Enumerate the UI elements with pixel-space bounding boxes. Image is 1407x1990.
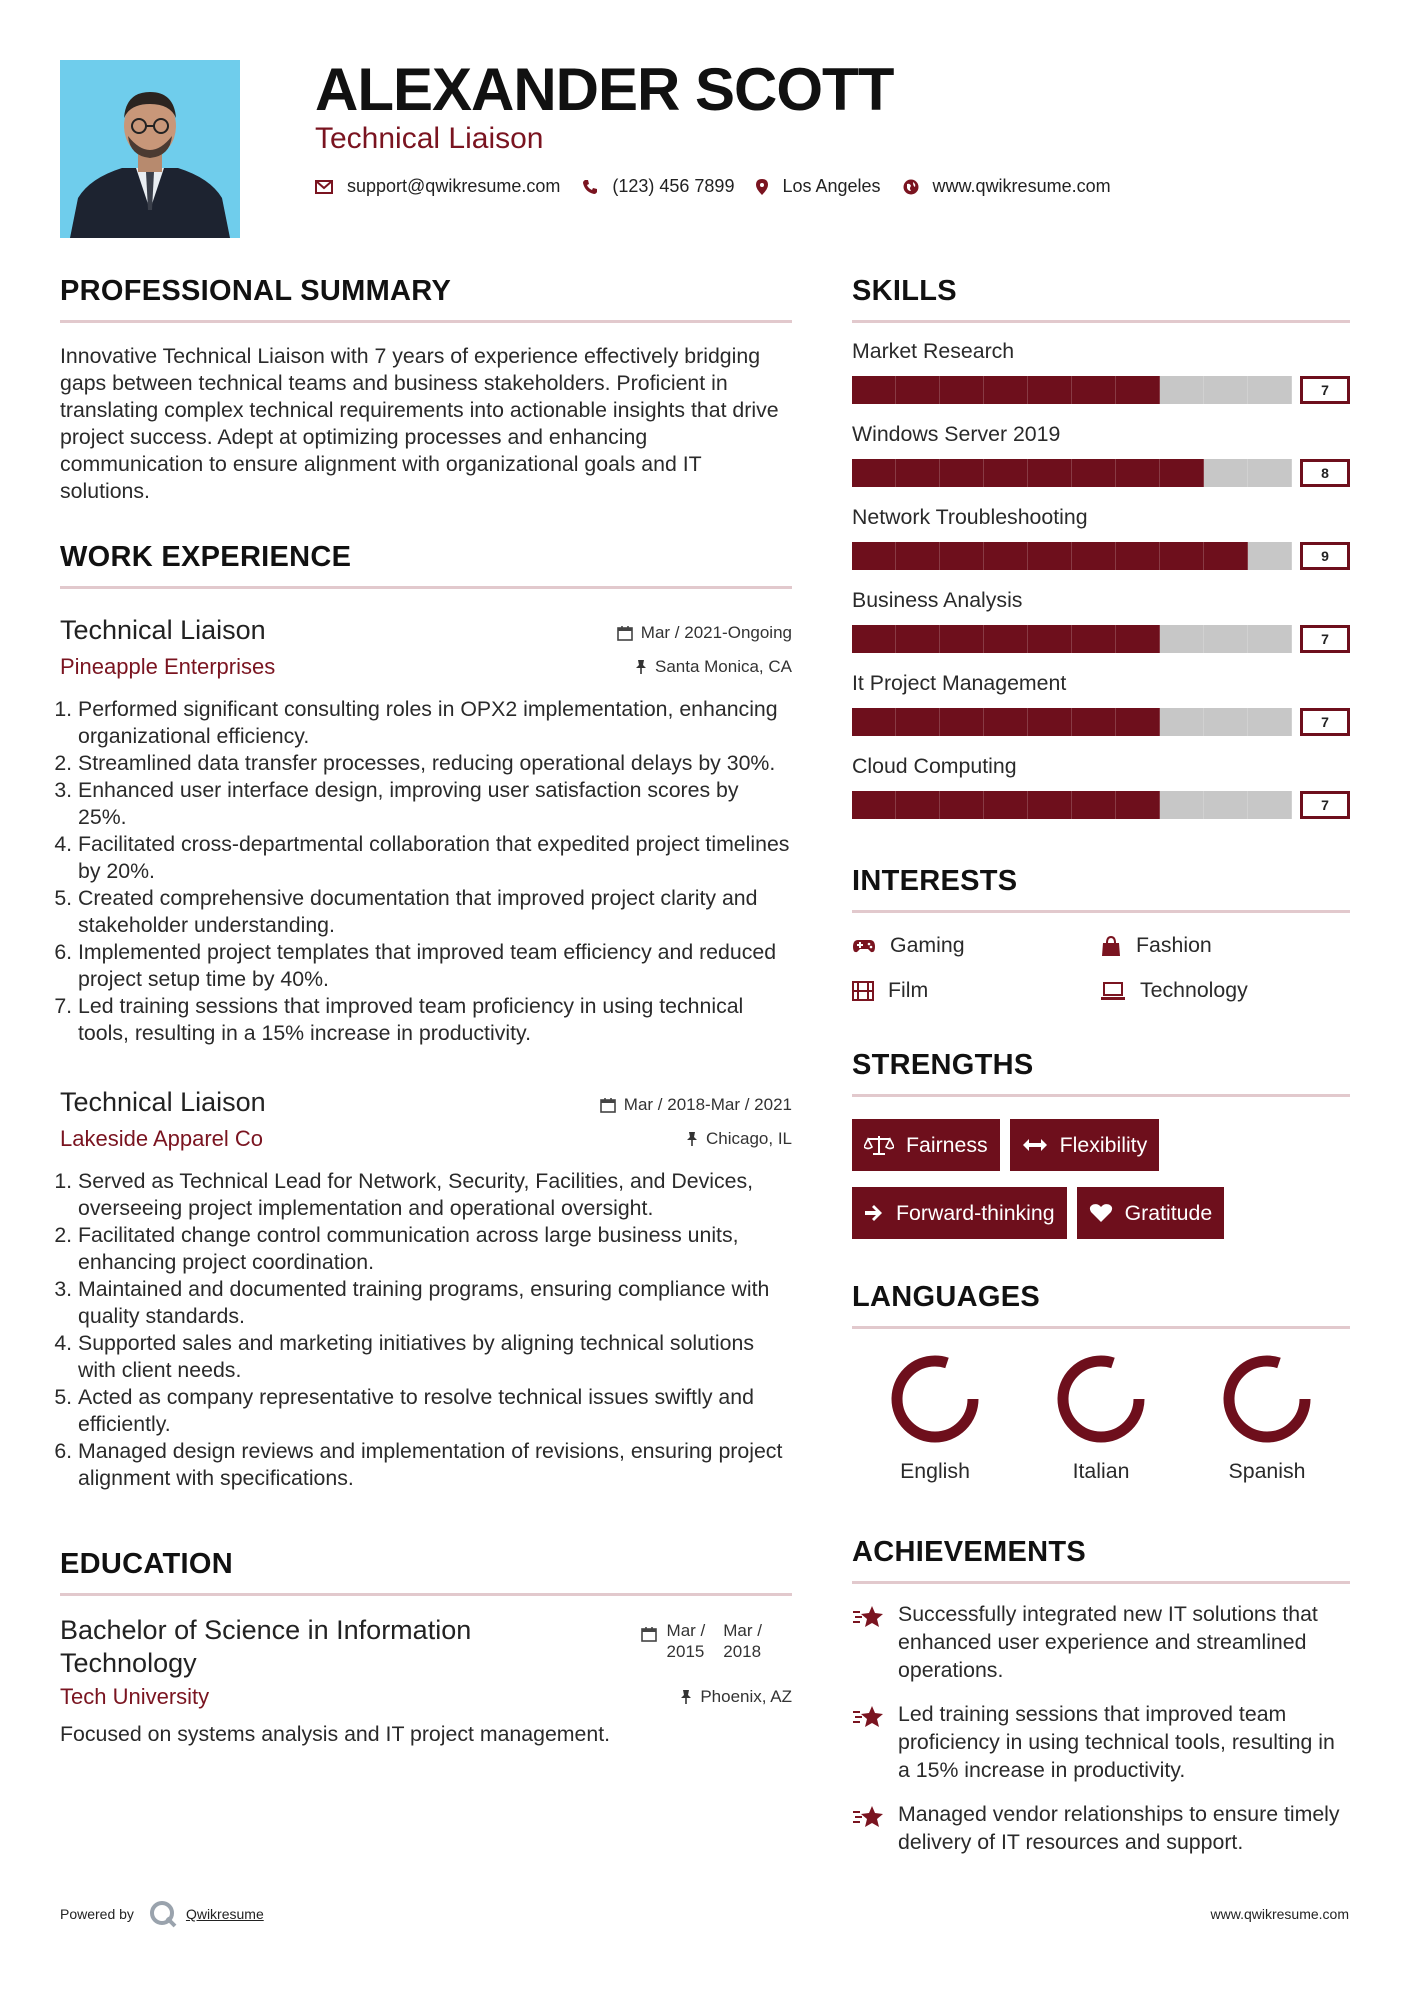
job-title: Technical Liaison bbox=[60, 615, 266, 645]
job-company: Lakeside Apparel Co bbox=[60, 1126, 264, 1151]
strength-label: Fairness bbox=[906, 1132, 988, 1157]
phone-icon bbox=[582, 179, 598, 195]
contact-email[interactable] bbox=[315, 176, 560, 197]
section-divider bbox=[60, 586, 792, 589]
achievement-text: Managed vendor relationships to ensure timely delivery of IT resources and support. bbox=[898, 1802, 1340, 1854]
strength-label: Forward-thinking bbox=[896, 1200, 1055, 1225]
interest-item bbox=[1100, 933, 1348, 958]
education-end-year: 2018 bbox=[723, 1642, 762, 1661]
skill-bar bbox=[852, 376, 1350, 404]
skill-item bbox=[852, 754, 1350, 819]
language-level-arc bbox=[897, 1361, 973, 1437]
experience-section bbox=[60, 541, 792, 1492]
job-location-text: Chicago, IL bbox=[706, 1129, 792, 1148]
skills-section bbox=[852, 275, 1350, 819]
language-ring bbox=[1055, 1353, 1147, 1445]
skill-track bbox=[852, 376, 1292, 404]
section-divider bbox=[852, 1094, 1350, 1097]
skills-list bbox=[852, 339, 1350, 819]
contact-bar bbox=[315, 176, 1133, 197]
achievement-text: Successfully integrated new IT solutions that enhanced user experience and streamlined operations. bbox=[898, 1602, 1318, 1682]
achievement-item bbox=[852, 1700, 1350, 1784]
job-entry bbox=[60, 615, 792, 1047]
language-name: English bbox=[900, 1459, 970, 1483]
job-location-text: Santa Monica, CA bbox=[654, 657, 792, 676]
language-level-arc bbox=[1229, 1361, 1305, 1437]
summary-text: Innovative Technical Liaison with 7 years of experience effectively bridging gaps between technical teams and business stakeholders. Proficient in translating complex technical requirements into actionable insights that drive project success. Adept at optimizing processes and enhancing communication to ensure alignment with organizational goals and IT solutions. bbox=[60, 344, 779, 503]
job-location bbox=[635, 657, 792, 677]
right-column bbox=[852, 275, 1350, 1856]
skill-name: Windows Server 2019 bbox=[852, 422, 1061, 446]
school-name: Tech University bbox=[60, 1684, 210, 1709]
education-location-text: Phoenix, AZ bbox=[700, 1687, 792, 1706]
language-item bbox=[1184, 1353, 1350, 1484]
section-title: INTERESTS bbox=[852, 865, 1018, 897]
skill-item bbox=[852, 671, 1350, 736]
laptop-icon bbox=[1100, 981, 1126, 1001]
list-item: 2. Facilitated change control communication across large business units, enhancing project coordination. bbox=[78, 1222, 792, 1276]
skill-item bbox=[852, 339, 1350, 404]
degree-title: Bachelor of Science in Information Technology bbox=[60, 1615, 472, 1678]
job-company: Pineapple Enterprises bbox=[60, 654, 276, 679]
pushpin-icon bbox=[686, 1131, 698, 1147]
list-item: 3. Enhanced user interface design, improving user satisfaction scores by 25%. bbox=[78, 777, 792, 831]
strength-tag bbox=[852, 1187, 1067, 1239]
left-column bbox=[60, 275, 792, 1747]
achievements-list bbox=[852, 1600, 1350, 1856]
candidate-role: Technical Liaison bbox=[315, 122, 544, 155]
list-item: 3. Maintained and documented training programs, ensuring compliance with quality standards. bbox=[78, 1276, 792, 1330]
skill-level-badge: 7 bbox=[1300, 791, 1350, 819]
language-level-arc bbox=[1063, 1361, 1139, 1437]
footer-site[interactable]: www.qwikresume.com bbox=[1210, 1906, 1349, 1922]
strength-tag bbox=[1077, 1187, 1225, 1239]
achievement-item bbox=[852, 1800, 1350, 1856]
star-icon bbox=[852, 1804, 886, 1830]
balance-scale-icon bbox=[864, 1134, 894, 1156]
shopping-bag-icon bbox=[1100, 935, 1122, 957]
summary-section bbox=[60, 275, 792, 505]
achievements-section bbox=[852, 1536, 1350, 1856]
skill-bar bbox=[852, 625, 1350, 653]
profile-photo bbox=[60, 60, 240, 238]
list-item: 5. Acted as company representative to resolve technical issues swiftly and efficiently. bbox=[78, 1384, 792, 1438]
qwikresume-logo-icon bbox=[148, 1900, 178, 1928]
job-dates bbox=[617, 623, 792, 643]
skill-name: Cloud Computing bbox=[852, 754, 1017, 778]
section-title: ACHIEVEMENTS bbox=[852, 1536, 1087, 1568]
section-divider bbox=[60, 1593, 792, 1596]
job-bullets bbox=[60, 696, 792, 1047]
list-item: 4. Facilitated cross-departmental collaboration that expedited project timelines by 20%. bbox=[78, 831, 792, 885]
achievement-item bbox=[852, 1600, 1350, 1684]
phone-text: (123) 456 7899 bbox=[612, 176, 735, 196]
skill-track bbox=[852, 625, 1292, 653]
contact-phone[interactable] bbox=[582, 176, 734, 197]
language-item bbox=[1018, 1353, 1184, 1484]
language-name: Italian bbox=[1072, 1459, 1130, 1483]
brand-link[interactable]: Qwikresume bbox=[185, 1906, 264, 1922]
interest-item bbox=[852, 933, 1100, 958]
section-title: EDUCATION bbox=[60, 1548, 233, 1580]
pushpin-icon bbox=[635, 659, 647, 675]
skill-name: Market Research bbox=[852, 339, 1015, 363]
skill-track bbox=[852, 708, 1292, 736]
skill-level-badge: 8 bbox=[1300, 459, 1350, 487]
section-divider bbox=[60, 320, 792, 323]
arrows-horizontal-icon bbox=[1022, 1138, 1048, 1152]
star-icon bbox=[852, 1604, 886, 1630]
languages-section bbox=[852, 1281, 1350, 1484]
interest-label: Technology bbox=[1140, 978, 1248, 1002]
section-divider bbox=[852, 320, 1350, 323]
interest-label: Gaming bbox=[890, 933, 965, 957]
section-title: PROFESSIONAL SUMMARY bbox=[60, 275, 452, 307]
skill-level-badge: 7 bbox=[1300, 708, 1350, 736]
pushpin-icon bbox=[680, 1689, 692, 1705]
star-icon bbox=[852, 1704, 886, 1730]
strengths-tags bbox=[852, 1119, 1350, 1255]
language-ring bbox=[1221, 1353, 1313, 1445]
strength-label: Gratitude bbox=[1124, 1200, 1213, 1225]
skill-name: Network Troubleshooting bbox=[852, 505, 1088, 529]
list-item: 2. Streamlined data transfer processes, reducing operational delays by 30%. bbox=[78, 750, 792, 777]
language-ring bbox=[889, 1353, 981, 1445]
arrow-right-icon bbox=[864, 1204, 884, 1222]
skill-name: Business Analysis bbox=[852, 588, 1023, 612]
education-start-year: 2015 bbox=[666, 1642, 705, 1661]
skill-item bbox=[852, 588, 1350, 653]
list-item: 1. Served as Technical Lead for Network, Security, Facilities, and Devices, overseeing project implementation and operational oversight. bbox=[78, 1168, 792, 1222]
skill-track bbox=[852, 791, 1292, 819]
education-dates bbox=[641, 1620, 762, 1662]
list-item: 4. Supported sales and marketing initiatives by aligning technical solutions with client needs. bbox=[78, 1330, 792, 1384]
skill-bar bbox=[852, 459, 1350, 487]
job-title: Technical Liaison bbox=[60, 1087, 266, 1117]
interest-item bbox=[852, 978, 1100, 1003]
skill-level-badge: 7 bbox=[1300, 625, 1350, 653]
gamepad-icon bbox=[852, 938, 876, 954]
section-title: LANGUAGES bbox=[852, 1281, 1040, 1313]
skill-level-badge: 7 bbox=[1300, 376, 1350, 404]
education-section bbox=[60, 1548, 792, 1747]
skill-track bbox=[852, 459, 1292, 487]
education-start-month: Mar / bbox=[666, 1621, 706, 1640]
section-divider bbox=[852, 1326, 1350, 1329]
calendar-icon bbox=[600, 1097, 616, 1113]
calendar-icon bbox=[641, 1626, 657, 1642]
job-dates bbox=[600, 1095, 792, 1115]
skill-bar bbox=[852, 791, 1350, 819]
list-item: 6. Managed design reviews and implementation of revisions, ensuring project alignment with specifications. bbox=[78, 1438, 792, 1492]
skill-bar bbox=[852, 542, 1350, 570]
section-divider bbox=[852, 910, 1350, 913]
achievement-text: Led training sessions that improved team proficiency in using technical tools, resulting in a 15% increase in productivity. bbox=[898, 1702, 1335, 1782]
education-location bbox=[680, 1687, 792, 1707]
job-entry bbox=[60, 1087, 792, 1492]
map-pin-icon bbox=[756, 179, 768, 195]
globe-icon bbox=[903, 179, 919, 195]
footer-powered-by bbox=[60, 1900, 264, 1928]
interests-grid bbox=[852, 933, 1350, 1003]
education-start bbox=[667, 1620, 706, 1662]
interest-label: Film bbox=[888, 978, 929, 1002]
skill-track bbox=[852, 542, 1292, 570]
strength-label: Flexibility bbox=[1059, 1132, 1148, 1157]
list-item: 6. Implemented project templates that improved team efficiency and reduced project setup time by 40%. bbox=[78, 939, 792, 993]
strengths-section bbox=[852, 1049, 1350, 1255]
powered-by-label: Powered by bbox=[60, 1906, 134, 1922]
skill-name: It Project Management bbox=[852, 671, 1067, 695]
job-location bbox=[686, 1129, 792, 1149]
skill-level-badge: 9 bbox=[1300, 542, 1350, 570]
languages-list bbox=[852, 1353, 1350, 1484]
section-title: STRENGTHS bbox=[852, 1049, 1034, 1081]
section-divider bbox=[852, 1581, 1350, 1584]
skill-item bbox=[852, 505, 1350, 570]
education-end bbox=[723, 1620, 762, 1662]
job-bullets bbox=[60, 1168, 792, 1492]
education-end-month: Mar / bbox=[723, 1621, 762, 1640]
interest-item bbox=[1100, 978, 1348, 1003]
contact-location bbox=[756, 176, 880, 197]
heart-icon bbox=[1089, 1203, 1113, 1223]
education-description: Focused on systems analysis and IT project management. bbox=[60, 1722, 611, 1746]
list-item: 5. Created comprehensive documentation that improved project clarity and stakeholder understanding. bbox=[78, 885, 792, 939]
section-title: SKILLS bbox=[852, 275, 957, 307]
email-text: support@qwikresume.com bbox=[347, 176, 561, 196]
contact-website[interactable] bbox=[903, 176, 1111, 197]
job-dates-text: Mar / 2021-Ongoing bbox=[640, 623, 792, 642]
location-text: Los Angeles bbox=[782, 176, 881, 196]
candidate-name: ALEXANDER SCOTT bbox=[315, 56, 894, 123]
skill-bar bbox=[852, 708, 1350, 736]
list-item: 1. Performed significant consulting roles in OPX2 implementation, enhancing organizational efficiency. bbox=[78, 696, 792, 750]
strength-tag bbox=[1010, 1119, 1160, 1171]
job-dates-text: Mar / 2018-Mar / 2021 bbox=[623, 1095, 792, 1114]
language-name: Spanish bbox=[1228, 1459, 1306, 1483]
skill-item bbox=[852, 422, 1350, 487]
list-item: 7. Led training sessions that improved team proficiency in using technical tools, resulting in a 15% increase in productivity. bbox=[78, 993, 792, 1047]
website-text: www.qwikresume.com bbox=[932, 176, 1111, 196]
interest-label: Fashion bbox=[1136, 933, 1212, 957]
interests-section bbox=[852, 865, 1350, 1003]
section-title: WORK EXPERIENCE bbox=[60, 541, 352, 573]
calendar-icon bbox=[617, 625, 633, 641]
film-icon bbox=[852, 980, 874, 1002]
language-item bbox=[852, 1353, 1018, 1484]
strength-tag bbox=[852, 1119, 1000, 1171]
envelope-icon bbox=[315, 180, 333, 194]
